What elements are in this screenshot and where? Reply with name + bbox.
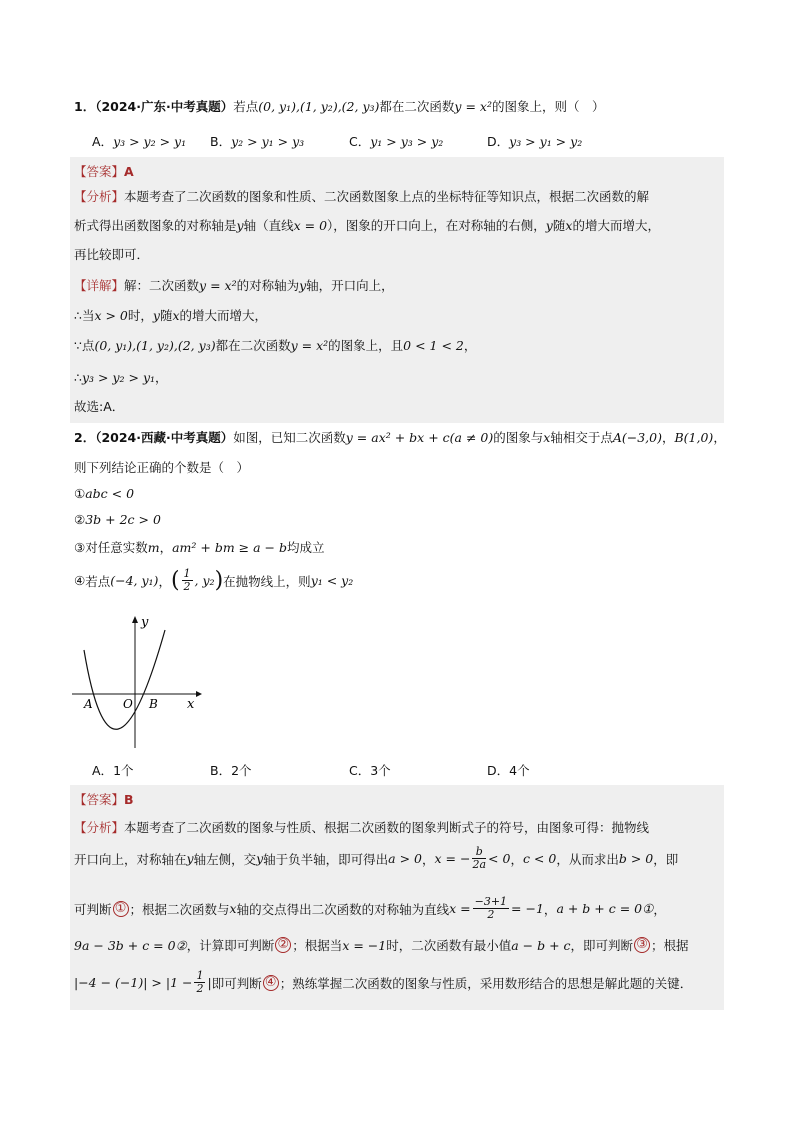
q2-conclusion-2: [74, 512, 161, 527]
option-expr: y₃ > y₂ > y₁: [113, 134, 187, 149]
conclusion-expr: 3b + 2c > 0: [85, 512, 161, 527]
q2-stem-math: x: [543, 430, 551, 445]
q1-option-d[interactable]: [487, 132, 582, 150]
detail-math: x > 0: [94, 308, 128, 323]
analysis-text: ，: [510, 851, 523, 867]
conclusion-text: 对任意实数: [85, 540, 148, 555]
detail-math: 0 < 1 < 2: [403, 338, 464, 353]
analysis-text: 可判断: [74, 901, 112, 917]
fraction-denominator: 2: [196, 982, 204, 995]
q1-source: （2024·广东·中考真题）: [95, 99, 234, 114]
q1-answer: [74, 162, 134, 180]
conclusion-expr: am² + bm ≥ a − b: [172, 540, 287, 555]
option-label: C．: [349, 763, 371, 778]
option-label: B．: [210, 134, 232, 149]
analysis-text: 的增大而增大，: [572, 218, 660, 233]
analysis-math: < 0: [488, 851, 511, 866]
q2-answer: [74, 790, 134, 808]
fraction: [473, 896, 509, 921]
q2-stem-text: ，: [661, 430, 675, 445]
conclusion-expr: y₁ < y₂: [310, 573, 354, 588]
conclusion-text: 若点: [85, 573, 111, 589]
analysis-math: y: [545, 218, 553, 233]
analysis-math: x = 0: [293, 218, 328, 233]
analysis-math: a > 0: [388, 851, 422, 866]
q1-points: (0, y₁),(1, y₂),(2, y₃): [258, 99, 380, 114]
analysis-text: 随: [552, 218, 566, 233]
q2-stem-text: 轴相交于点: [550, 430, 613, 445]
conclusion-text: 在抛物线上，则: [223, 573, 311, 589]
q2-stem-line-1: [74, 428, 726, 446]
analysis-math: x = −: [434, 851, 471, 866]
x-axis-arrow: [196, 691, 202, 697]
conclusion-number: ④: [74, 573, 86, 588]
q2-stem-text: 如图，已知二次函数: [233, 430, 346, 445]
paren-left: (: [170, 568, 180, 593]
circled-number: [113, 901, 129, 917]
analysis-text: ），图象的开口向上，在对称轴的右侧，: [327, 218, 546, 233]
answer-tag: 【答案】: [74, 164, 125, 179]
q1-detail-line-2: [74, 306, 267, 324]
analysis-tag: 【分析】: [74, 820, 125, 835]
q1-detail-line-1: [74, 276, 394, 294]
analysis-text: ，: [422, 851, 435, 867]
analysis-text: 轴于负半轴，即可得出: [263, 851, 389, 867]
q2-analysis-line-3: [74, 896, 666, 921]
conclusion-text: ，: [158, 573, 171, 589]
q1-detail-line-5: [74, 397, 124, 415]
analysis-text: ，从而求出: [556, 851, 619, 867]
option-label: D．: [487, 134, 510, 149]
q2-stem-text: 的图象与: [493, 430, 544, 445]
q2-number: 2．: [74, 430, 96, 445]
q1-detail-line-3: [74, 336, 476, 354]
q1-analysis-line-2: [74, 216, 660, 234]
option-text: 2个: [231, 763, 252, 778]
answer-value: A: [124, 164, 134, 179]
circled-number-text: ②: [277, 937, 290, 952]
analysis-text: 本题考查了二次函数的图象和性质、二次函数图象上点的坐标特征等知识点，根据二次函数的解: [124, 189, 650, 204]
analysis-text: ；根据当: [292, 938, 343, 953]
graph-label-y: y: [141, 615, 149, 630]
analysis-text: ，即可判断: [570, 938, 634, 953]
q1-option-b[interactable]: [210, 132, 304, 150]
q2-option-c[interactable]: [349, 761, 391, 779]
analysis-tag: 【分析】: [74, 189, 125, 204]
option-label: A．: [92, 134, 114, 149]
q2-source: （2024·西藏·中考真题）: [95, 430, 234, 445]
analysis-math: c < 0: [522, 851, 557, 866]
q2-analysis-line-1: [74, 818, 649, 836]
conclusion-expr: m: [147, 540, 160, 555]
analysis-text: 时，二次函数有最小值: [386, 938, 512, 953]
detail-text: 随: [159, 308, 173, 323]
circled-number: [275, 937, 291, 953]
option-text: 1个: [113, 763, 134, 778]
fraction-numerator: −3+1: [474, 895, 508, 908]
detail-text: 都在二次函数: [215, 338, 291, 353]
detail-math: y = x²: [199, 278, 237, 293]
q1-analysis-line-3: [74, 245, 149, 263]
detail-text: ∴: [74, 370, 82, 385]
analysis-math: a − b + c: [511, 937, 571, 953]
q1-analysis-line-1: [74, 187, 649, 205]
fraction-numerator: 1: [196, 969, 204, 982]
q2-option-a[interactable]: [92, 761, 134, 779]
q1-stem-text: 若点: [233, 99, 259, 114]
circled-number: [263, 975, 279, 991]
analysis-text: ；根据: [651, 938, 689, 953]
q2-analysis-line-2: [74, 846, 678, 871]
q2-option-b[interactable]: [210, 761, 252, 779]
answer-value: B: [124, 792, 134, 807]
analysis-math: b > 0: [618, 851, 654, 866]
q1-stem-text: 都在二次函数: [379, 99, 455, 114]
analysis-math: 9a − 3b + c = 0②: [74, 937, 187, 953]
detail-math: y₃ > y₂ > y₁: [81, 370, 156, 385]
detail-text: ∵点: [74, 338, 95, 353]
detail-text: 故选:A．: [74, 399, 125, 414]
analysis-text: 本题考查了二次函数的图象与性质、根据二次函数的图象判断式子的符号，由图象可得：抛物线: [124, 820, 650, 835]
q2-option-d[interactable]: [487, 761, 530, 779]
analysis-math: y: [186, 851, 194, 866]
option-expr: y₁ > y₃ > y₂: [370, 134, 444, 149]
analysis-text: ；根据二次函数与: [129, 901, 230, 917]
analysis-text: 轴左侧，交: [193, 851, 257, 867]
option-label: D．: [487, 763, 510, 778]
q1-function: y = x²: [454, 99, 492, 114]
paren-right: ): [214, 568, 224, 593]
answer-tag: 【答案】: [74, 792, 125, 807]
graph-label-o: O: [123, 697, 133, 711]
conclusion-expr: , y₂: [194, 573, 215, 588]
conclusion-expr: (−4, y₁): [110, 573, 159, 588]
q1-option-a[interactable]: [92, 132, 186, 150]
q2-analysis-line-4: [74, 936, 689, 954]
analysis-text: ，计算即可判断: [186, 938, 275, 953]
analysis-math: |−4 − (−1)| > |1 −: [74, 975, 193, 990]
analysis-text: 即可判断: [211, 975, 262, 991]
detail-tag: 【详解】: [74, 278, 125, 293]
option-label: A．: [92, 763, 114, 778]
analysis-text: ；熟练掌握二次函数的图象与性质，采用数形结合的思想是解此题的关键．: [279, 975, 693, 991]
conclusion-expr: abc < 0: [85, 486, 135, 501]
conclusion-number: ②: [74, 512, 86, 527]
conclusion-number: ①: [74, 486, 86, 501]
y-axis-arrow: [132, 616, 138, 623]
fraction-denominator: 2: [487, 908, 495, 921]
analysis-text: 轴（直线: [243, 218, 294, 233]
detail-math: x: [172, 308, 180, 323]
circled-number-text: ①: [114, 900, 127, 916]
detail-math: y: [152, 308, 160, 323]
option-label: B．: [210, 763, 232, 778]
q2-conclusion-3: [74, 538, 325, 556]
q1-number: 1．: [74, 99, 96, 114]
option-expr: y₃ > y₁ > y₂: [509, 134, 583, 149]
detail-text: 的对称轴为: [236, 278, 300, 293]
analysis-text: 轴的交点得出二次函数的对称轴为直线: [236, 901, 450, 917]
conclusion-text: ，: [159, 540, 173, 555]
graph-label-x: x: [187, 697, 195, 712]
circled-number-text: ④: [264, 974, 277, 990]
analysis-text: 开口向上，对称轴在: [74, 851, 187, 867]
parabola-curve: [84, 630, 165, 729]
fraction-numerator: b: [472, 846, 486, 859]
analysis-text: ，: [543, 901, 557, 917]
option-expr: y₂ > y₁ > y₃: [231, 134, 305, 149]
q1-stem-text: 的图象上，则（ ）: [491, 99, 605, 114]
fraction-denominator: 2a: [472, 858, 487, 871]
analysis-text: 再比较即可．: [74, 247, 150, 262]
detail-text: 的图象上，且: [328, 338, 404, 353]
detail-text: 时，: [127, 308, 153, 323]
q2-analysis-line-5: [74, 970, 692, 995]
conclusion-number: ③: [74, 540, 86, 555]
circled-number-text: ③: [636, 937, 648, 952]
q1-option-c[interactable]: [349, 132, 443, 150]
circled-number: [634, 937, 650, 953]
analysis-text: ，: [653, 901, 666, 917]
fraction: [182, 568, 193, 593]
q2-stem-text: ，: [713, 430, 726, 445]
detail-text: ，: [463, 338, 477, 353]
fraction-denominator: 2: [183, 580, 191, 593]
analysis-math: x = −1: [342, 937, 387, 953]
detail-text: 轴，开口向上，: [306, 278, 394, 293]
analysis-math: = −1: [511, 901, 544, 916]
fraction: [194, 970, 205, 995]
analysis-math: x: [565, 218, 573, 233]
option-text: 3个: [370, 763, 391, 778]
detail-text: 的增大而增大，: [179, 308, 268, 323]
analysis-math: x =: [449, 901, 471, 916]
graph-label-a: A: [84, 697, 93, 711]
q2-conclusion-1: [74, 486, 134, 501]
parabola-graph: [70, 612, 206, 750]
fraction: [472, 846, 486, 871]
graph-label-b: B: [149, 697, 158, 711]
q2-stem-text: 则下列结论正确的个数是（ ）: [74, 460, 250, 475]
analysis-math: y: [256, 851, 264, 866]
analysis-text: ，即: [653, 851, 679, 867]
option-text: 4个: [509, 763, 530, 778]
fraction-numerator: 1: [183, 567, 191, 580]
analysis-math: y: [236, 218, 244, 233]
analysis-text: 析式得出函数图象的对称轴是: [74, 218, 237, 233]
analysis-math: a + b + c = 0①: [556, 901, 654, 916]
q2-point-a: A(−3,0): [612, 430, 662, 445]
q2-point-b: B(1,0): [674, 430, 714, 445]
detail-math: (0, y₁),(1, y₂),(2, y₃): [94, 338, 216, 353]
detail-text: 解：二次函数: [124, 278, 200, 293]
q2-conclusion-4: [74, 568, 353, 593]
detail-math: y: [299, 278, 307, 293]
analysis-math: |: [207, 975, 212, 990]
detail-text: ∴当: [74, 308, 95, 323]
analysis-math: x: [229, 901, 237, 916]
q1-stem: [74, 97, 604, 115]
detail-text: ，: [155, 370, 168, 385]
q1-detail-line-4: [74, 368, 168, 386]
conclusion-text: 均成立: [287, 540, 325, 555]
option-label: C．: [349, 134, 371, 149]
detail-math: y = x²: [290, 338, 329, 353]
q2-function: y = ax² + bx + c(a ≠ 0): [345, 430, 494, 445]
q2-stem-line-2: [74, 458, 249, 476]
